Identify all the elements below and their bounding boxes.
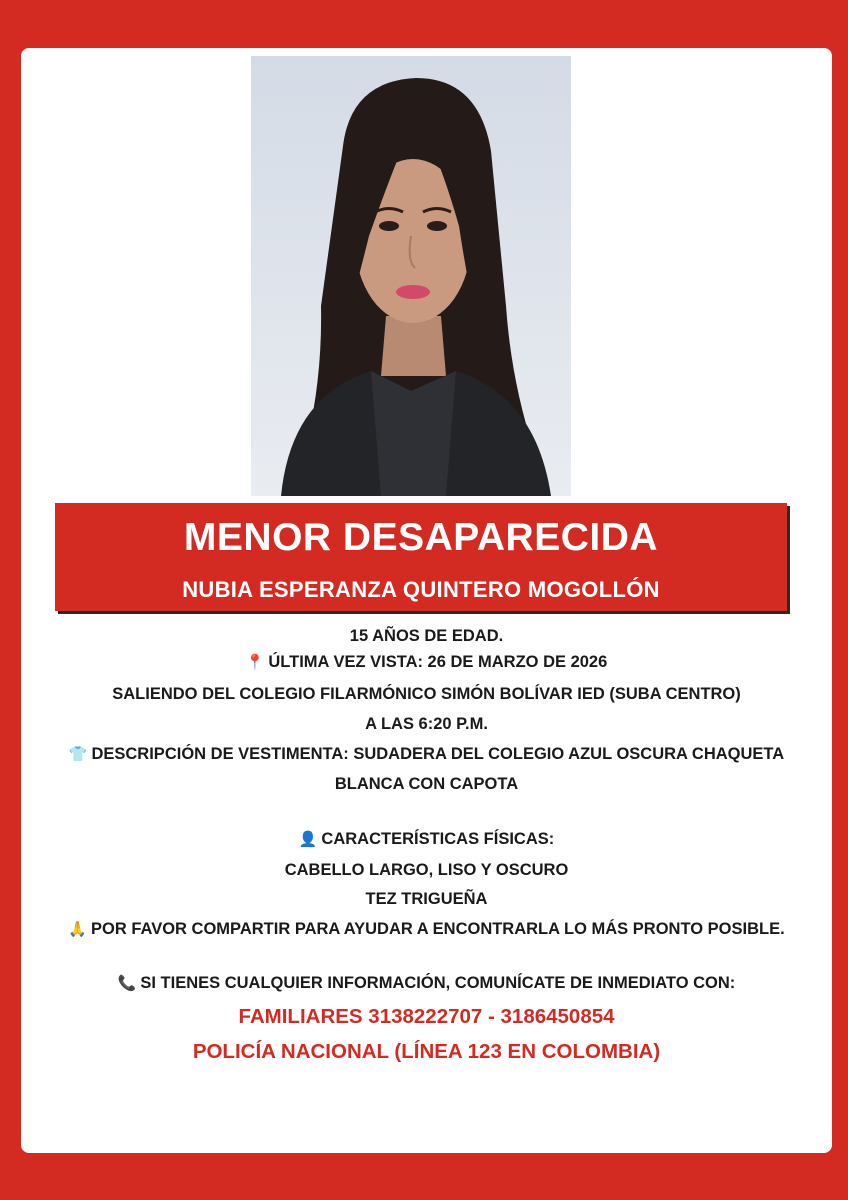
last-seen-text: ÚLTIMA VEZ VISTA: 26 DE MARZO DE 2026 [268,653,608,671]
physical-text-1: CABELLO LARGO, LISO Y OSCURO [284,861,569,879]
phone-icon: 📞 [117,975,137,992]
contact-police: POLICÍA NACIONAL (LÍNEA 123 EN COLOMBIA) [192,1040,661,1063]
age-text: 15 AÑOS DE EDAD. [349,627,504,645]
pray-icon: 🙏 [68,921,88,938]
physical-line-1 [21,861,832,880]
contact-family-line [21,1005,832,1029]
age-line [21,627,832,646]
time-text: A LAS 6:20 P.M. [365,715,488,733]
poster-title: MENOR DESAPARECIDA [183,516,659,559]
clothing-line-2 [21,775,832,794]
contact-heading: SI TIENES CUALQUIER INFORMACIÓN, COMUNÍCATE DE INMEDIATO CON: [140,974,736,992]
physical-text-2: TEZ TRIGUEÑA [365,890,488,908]
last-seen-line [21,653,832,672]
pin-icon: 📍 [245,654,265,671]
share-line [21,920,832,939]
title-banner [55,503,787,611]
contact-heading-line [21,974,832,993]
person-name: NUBIA ESPERANZA QUINTERO MOGOLLÓN [182,577,660,602]
contact-police-line [21,1040,832,1064]
physical-heading: CARACTERÍSTICAS FÍSICAS: [321,830,555,848]
location-text: SALIENDO DEL COLEGIO FILARMÓNICO SIMÓN BOLÍVAR IED (SUBA CENTRO) [112,685,741,703]
location-line [21,685,832,704]
share-text: POR FAVOR COMPARTIR PARA AYUDAR A ENCONTRARLA LO MÁS PRONTO POSIBLE. [91,920,785,938]
physical-line-2 [21,890,832,909]
time-line [21,715,832,734]
shirt-icon: 👕 [68,746,88,763]
contact-family: FAMILIARES 3138222707 - 3186450854 [238,1005,615,1028]
physical-heading-line [21,830,832,849]
missing-person-photo [251,56,571,496]
person-icon: 👤 [298,831,318,848]
clothing-text-2: BLANCA CON CAPOTA [334,775,519,793]
clothing-text-1: DESCRIPCIÓN DE VESTIMENTA: SUDADERA DEL COLEGIO AZUL OSCURA CHAQUETA [91,745,785,763]
poster-card [21,48,832,1153]
clothing-line-1 [21,745,832,764]
